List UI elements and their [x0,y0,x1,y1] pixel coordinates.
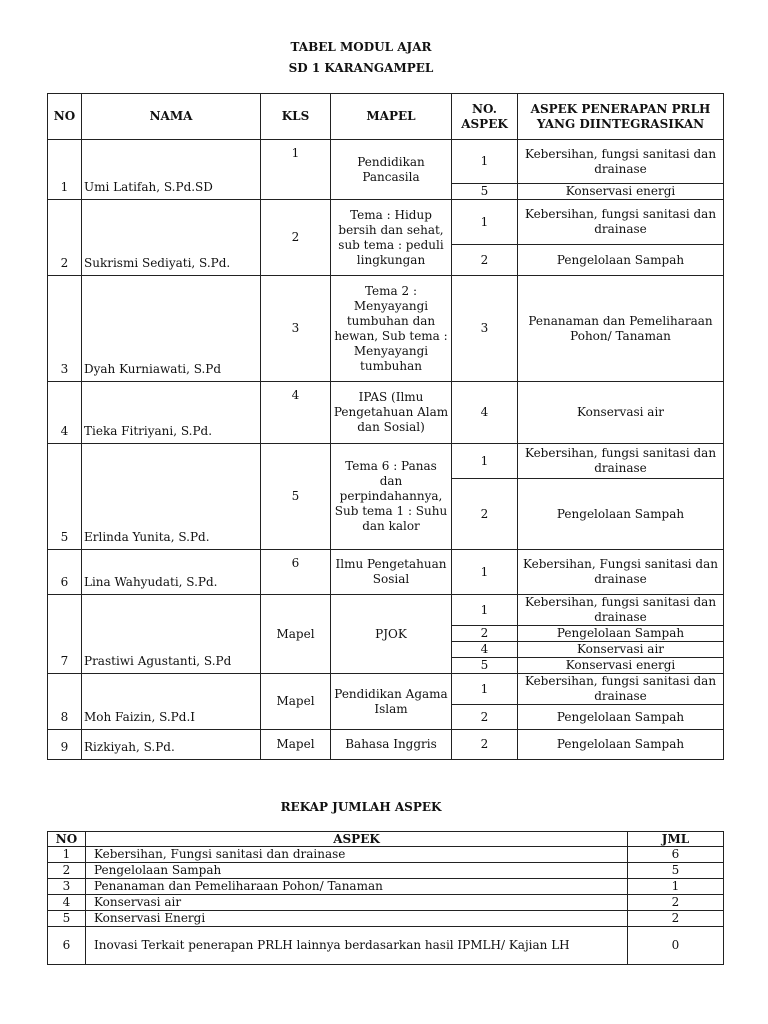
recap-row [48,847,724,863]
row-aspect-no: 5 [452,658,518,674]
row-aspect-text: Konservasi air [518,382,724,444]
recap-header-aspek: ASPEK [86,832,628,847]
recap-no: 5 [48,911,86,927]
modul-ajar-table [47,93,724,760]
row-kls: 2 [261,200,331,276]
row-kls: 6 [261,550,331,595]
row-aspect-text: Penanaman dan Pemeliharaan Pohon/ Tanaman [518,276,724,382]
table-row [48,550,724,595]
row-nama: Erlinda Yunita, S.Pd. [82,444,261,550]
header-kls: KLS [261,94,331,140]
table-row [48,674,724,705]
row-kls: 3 [261,276,331,382]
row-nama: Lina Wahyudati, S.Pd. [82,550,261,595]
row-mapel: Tema 6 : Panas dan perpindahannya, Sub tema 1 : Suhu dan kalor [331,444,452,550]
row-mapel: Bahasa Inggris [331,730,452,760]
recap-jml: 2 [628,911,724,927]
row-no: 1 [48,140,82,200]
table-header-row [48,94,724,140]
row-kls: 5 [261,444,331,550]
header-aspek: ASPEK PENERAPAN PRLH YANG DIINTEGRASIKAN [518,94,724,140]
row-aspect-no: 4 [452,642,518,658]
table-row [48,595,724,626]
row-no: 2 [48,200,82,276]
recap-aspek: Kebersihan, Fungsi sanitasi dan drainase [86,847,628,863]
recap-row [48,911,724,927]
row-aspect-text: Kebersihan, Fungsi sanitasi dan drainase [518,550,724,595]
recap-jml: 1 [628,879,724,895]
row-aspect-text: Kebersihan, fungsi sanitasi dan drainase [518,674,724,705]
row-mapel: Pendidikan Agama Islam [331,674,452,730]
recap-no: 6 [48,927,86,965]
row-nama: Dyah Kurniawati, S.Pd [82,276,261,382]
row-aspect-text: Konservasi energi [518,184,724,200]
recap-aspek: Konservasi air [86,895,628,911]
recap-aspek: Pengelolaan Sampah [86,863,628,879]
document-title: TABEL MODUL AJAR [290,40,432,54]
recap-no: 2 [48,863,86,879]
recap-header-jml: JML [628,832,724,847]
row-no: 4 [48,382,82,444]
row-aspect-text: Kebersihan, fungsi sanitasi dan drainase [518,200,724,245]
row-mapel: PJOK [331,595,452,674]
row-aspect-text: Konservasi air [518,642,724,658]
row-no: 3 [48,276,82,382]
row-aspect-text: Kebersihan, fungsi sanitasi dan drainase [518,140,724,184]
row-aspect-no: 2 [452,626,518,642]
recap-no: 4 [48,895,86,911]
school-name: SD 1 KARANGAMPEL [288,61,434,75]
recap-aspek: Penanaman dan Pemeliharaan Pohon/ Tanaman [86,879,628,895]
row-aspect-no: 1 [452,550,518,595]
row-aspect-no: 2 [452,479,518,550]
row-aspect-text: Kebersihan, fungsi sanitasi dan drainase [518,444,724,479]
row-aspect-no: 1 [452,140,518,184]
row-mapel: Tema : Hidup bersih dan sehat, sub tema : peduli lingkungan [331,200,452,276]
row-no: 7 [48,595,82,674]
recap-no: 3 [48,879,86,895]
recap-jml: 5 [628,863,724,879]
recap-jml: 6 [628,847,724,863]
recap-header-no: NO [48,832,86,847]
row-aspect-no: 1 [452,595,518,626]
table-row [48,200,724,245]
row-aspect-no: 2 [452,705,518,730]
recap-row [48,927,724,965]
row-mapel: Pendidikan Pancasila [331,140,452,200]
table-row [48,140,724,184]
row-aspect-no: 1 [452,200,518,245]
row-kls: 1 [261,140,331,200]
row-mapel: Tema 2 : Menyayangi tumbuhan dan hewan, Sub tema : Menyayangi tumbuhan [331,276,452,382]
row-aspect-no: 2 [452,730,518,760]
row-mapel: Ilmu Pengetahuan Sosial [331,550,452,595]
row-nama: Umi Latifah, S.Pd.SD [82,140,261,200]
row-aspect-no: 1 [452,444,518,479]
row-aspect-text: Pengelolaan Sampah [518,705,724,730]
recap-row [48,879,724,895]
row-aspect-text: Pengelolaan Sampah [518,245,724,276]
header-no-aspek: NO. ASPEK [452,94,518,140]
row-aspect-text: Kebersihan, fungsi sanitasi dan drainase [518,595,724,626]
row-aspect-text: Pengelolaan Sampah [518,730,724,760]
row-kls: 4 [261,382,331,444]
table-row [48,730,724,760]
row-nama: Tieka Fitriyani, S.Pd. [82,382,261,444]
row-aspect-no: 2 [452,245,518,276]
row-nama: Sukrismi Sediyati, S.Pd. [82,200,261,276]
recap-title: REKAP JUMLAH ASPEK [280,800,442,814]
recap-table [47,831,724,965]
row-no: 5 [48,444,82,550]
row-nama: Rizkiyah, S.Pd. [82,730,261,760]
table-row [48,382,724,444]
recap-aspek: Konservasi Energi [86,911,628,927]
row-kls: Mapel [261,730,331,760]
row-no: 9 [48,730,82,760]
row-aspect-no: 3 [452,276,518,382]
row-aspect-text: Pengelolaan Sampah [518,626,724,642]
recap-header-row [48,832,724,847]
row-aspect-no: 5 [452,184,518,200]
recap-aspek: Inovasi Terkait penerapan PRLH lainnya berdasarkan hasil IPMLH/ Kajian LH [86,927,628,965]
row-aspect-text: Konservasi energi [518,658,724,674]
header-nama: NAMA [82,94,261,140]
row-aspect-no: 4 [452,382,518,444]
table-row [48,444,724,479]
row-aspect-text: Pengelolaan Sampah [518,479,724,550]
row-no: 8 [48,674,82,730]
recap-row [48,895,724,911]
row-nama: Moh Faizin, S.Pd.I [82,674,261,730]
row-nama: Prastiwi Agustanti, S.Pd [82,595,261,674]
recap-jml: 0 [628,927,724,965]
row-kls: Mapel [261,674,331,730]
header-no: NO [48,94,82,140]
table-row [48,276,724,382]
row-no: 6 [48,550,82,595]
header-mapel: MAPEL [331,94,452,140]
recap-row [48,863,724,879]
row-aspect-no: 1 [452,674,518,705]
recap-jml: 2 [628,895,724,911]
recap-no: 1 [48,847,86,863]
row-mapel: IPAS (Ilmu Pengetahuan Alam dan Sosial) [331,382,452,444]
row-kls: Mapel [261,595,331,674]
